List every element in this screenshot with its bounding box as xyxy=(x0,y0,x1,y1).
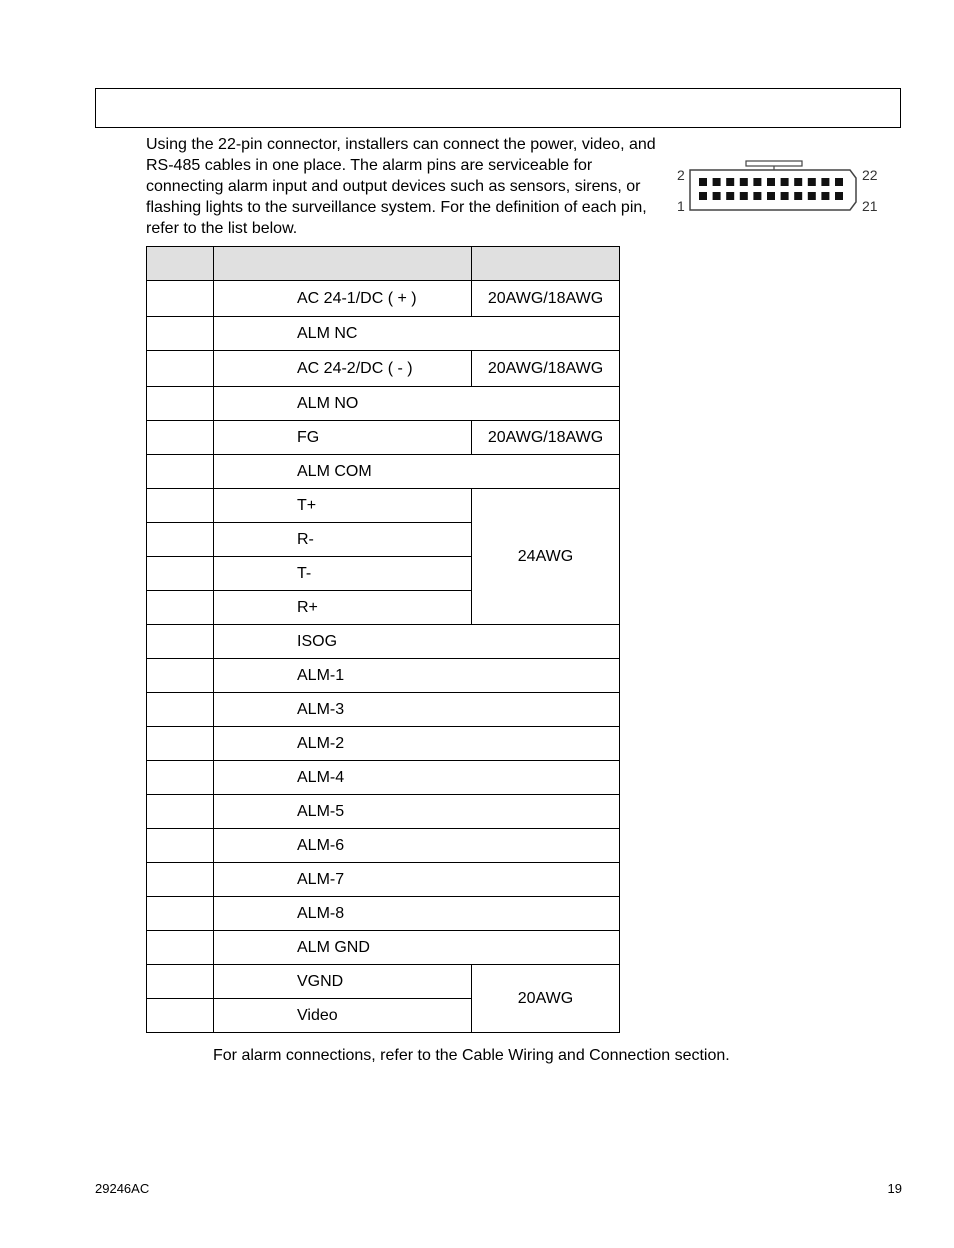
connector-pin xyxy=(753,192,761,200)
intro-line: Using the 22-pin connector, installers can connect the power, video, and xyxy=(146,136,656,153)
pin-cell xyxy=(147,557,214,591)
signal-cell: T+ xyxy=(214,489,472,523)
header-pin xyxy=(147,247,214,281)
signal-cell: ALM-2 xyxy=(214,727,620,761)
signal-cell: AC 24-2/DC ( - ) xyxy=(214,351,472,387)
connector-pin xyxy=(794,178,802,186)
table-row xyxy=(147,761,620,795)
table-row xyxy=(147,387,620,421)
connector-pin xyxy=(699,178,707,186)
connector-pin xyxy=(767,178,775,186)
wire-cell: 20AWG/18AWG xyxy=(472,281,620,317)
signal-cell: ALM-4 xyxy=(214,761,620,795)
table-row xyxy=(147,829,620,863)
signal-cell: ALM-8 xyxy=(214,897,620,931)
connector-pin xyxy=(781,192,789,200)
signal-cell: AC 24-1/DC ( + ) xyxy=(214,281,472,317)
signal-cell: ALM-1 xyxy=(214,659,620,693)
pin-cell xyxy=(147,591,214,625)
wire-cell: 20AWG/18AWG xyxy=(472,351,620,387)
wire-cell: 24AWG xyxy=(472,489,620,625)
table-row xyxy=(147,625,620,659)
intro-line: connecting alarm input and output devices such as sensors, sirens, or xyxy=(146,178,641,195)
pin-cell xyxy=(147,489,214,523)
intro-paragraph xyxy=(146,134,656,239)
wire-cell: 20AWG/18AWG xyxy=(472,421,620,455)
connector-pin xyxy=(767,192,775,200)
table-row xyxy=(147,931,620,965)
page-number: 19 xyxy=(887,1181,902,1196)
table-header-row xyxy=(147,247,620,281)
table-row xyxy=(147,727,620,761)
alarm-connection-note: For alarm connections, refer to the Cable Wiring and Connection section. xyxy=(213,1047,730,1064)
table-row xyxy=(147,455,620,489)
pin-cell xyxy=(147,931,214,965)
connector-pin xyxy=(794,192,802,200)
signal-cell: FG xyxy=(214,421,472,455)
section-title-box xyxy=(95,88,901,128)
pin-cell xyxy=(147,523,214,557)
connector-pin xyxy=(835,192,843,200)
signal-cell: ALM NC xyxy=(214,317,620,351)
header-signal xyxy=(214,247,472,281)
intro-line: RS-485 cables in one place. The alarm pins are serviceable for xyxy=(146,157,593,174)
table-row xyxy=(147,863,620,897)
table-row xyxy=(147,897,620,931)
signal-cell: ALM-3 xyxy=(214,693,620,727)
pin-cell xyxy=(147,421,214,455)
intro-line: refer to the list below. xyxy=(146,220,298,237)
signal-cell: ISOG xyxy=(214,625,620,659)
connector-pin xyxy=(726,192,734,200)
table-row xyxy=(147,659,620,693)
pin-cell xyxy=(147,727,214,761)
connector-pin xyxy=(835,178,843,186)
pin-cell xyxy=(147,281,214,317)
signal-cell: R+ xyxy=(214,591,472,625)
pin-cell xyxy=(147,351,214,387)
pin-label-22: 22 xyxy=(862,167,878,183)
connector-pin xyxy=(740,192,748,200)
table-row xyxy=(147,421,620,455)
connector-pin xyxy=(740,178,748,186)
table-row xyxy=(147,965,620,999)
connector-pin xyxy=(713,192,721,200)
pin-cell xyxy=(147,693,214,727)
pin-definition-table xyxy=(146,246,620,1033)
pin-cell xyxy=(147,625,214,659)
table-row xyxy=(147,351,620,387)
pin-cell xyxy=(147,455,214,489)
pin-cell xyxy=(147,761,214,795)
connector-pin xyxy=(726,178,734,186)
pin-cell xyxy=(147,317,214,351)
document-number: 29246AC xyxy=(95,1181,150,1196)
signal-cell: ALM-5 xyxy=(214,795,620,829)
table-row xyxy=(147,693,620,727)
signal-cell: R- xyxy=(214,523,472,557)
signal-cell: VGND xyxy=(214,965,472,999)
connector-pin xyxy=(821,192,829,200)
connector-22-pin-diagram xyxy=(672,158,886,218)
connector-pin xyxy=(808,192,816,200)
connector-pin xyxy=(808,178,816,186)
connector-pin xyxy=(781,178,789,186)
pin-label-2: 2 xyxy=(677,167,685,183)
connector-pin xyxy=(753,178,761,186)
pin-cell xyxy=(147,387,214,421)
pin-cell xyxy=(147,999,214,1033)
pin-label-21: 21 xyxy=(862,198,878,214)
signal-cell: ALM-6 xyxy=(214,829,620,863)
pin-label-1: 1 xyxy=(677,198,685,214)
pin-cell xyxy=(147,965,214,999)
signal-cell: ALM GND xyxy=(214,931,620,965)
wire-cell: 20AWG xyxy=(472,965,620,1033)
connector-pin xyxy=(699,192,707,200)
signal-cell: ALM-7 xyxy=(214,863,620,897)
pin-cell xyxy=(147,863,214,897)
pin-cell xyxy=(147,659,214,693)
connector-pin xyxy=(713,178,721,186)
header-wire xyxy=(472,247,620,281)
pin-cell xyxy=(147,829,214,863)
table-row xyxy=(147,317,620,351)
table-row xyxy=(147,489,620,523)
table-row xyxy=(147,795,620,829)
pin-cell xyxy=(147,897,214,931)
intro-line: flashing lights to the surveillance system. For the definition of each pin, xyxy=(146,199,647,216)
table-row xyxy=(147,281,620,317)
signal-cell: Video xyxy=(214,999,472,1033)
pin-cell xyxy=(147,795,214,829)
signal-cell: T- xyxy=(214,557,472,591)
signal-cell: ALM COM xyxy=(214,455,620,489)
connector-pin xyxy=(821,178,829,186)
signal-cell: ALM NO xyxy=(214,387,620,421)
